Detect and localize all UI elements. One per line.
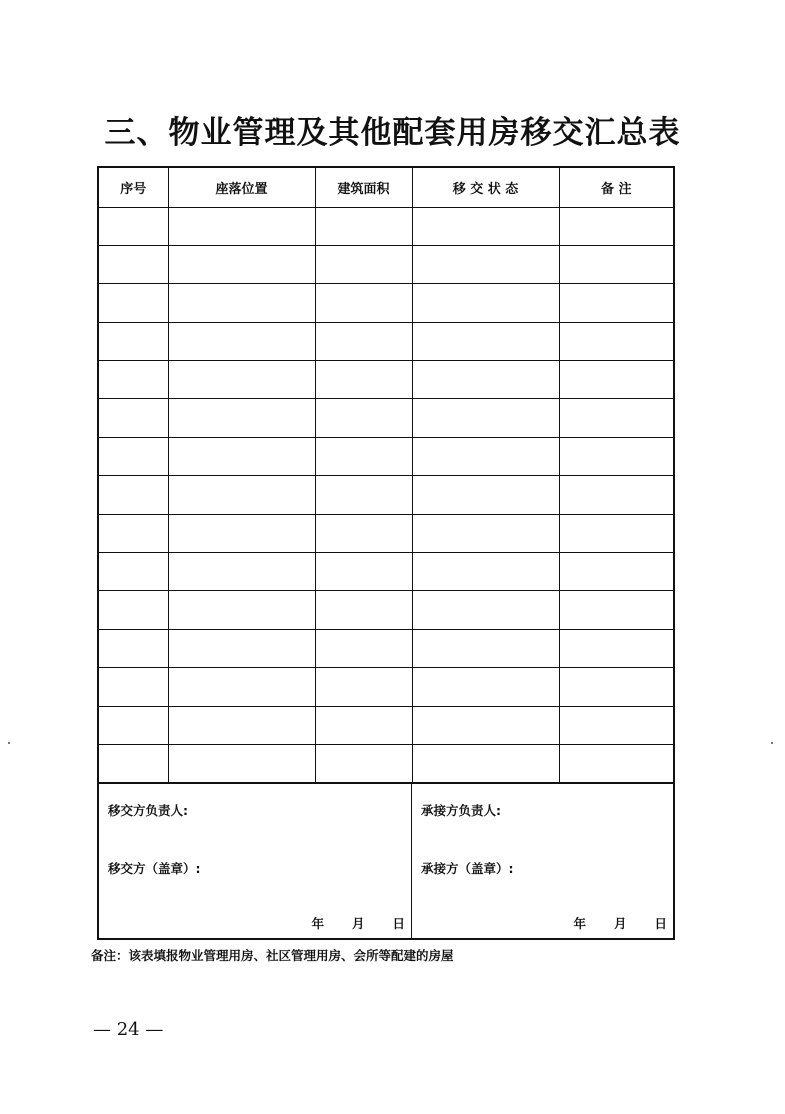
table-header-row (99, 168, 673, 207)
table-cell[interactable] (168, 399, 315, 437)
table-cell[interactable] (99, 744, 168, 782)
table-cell[interactable] (168, 284, 315, 322)
table-row (99, 514, 673, 552)
page-title: 三、物业管理及其他配套用房移交汇总表 (104, 115, 681, 151)
table-cell[interactable] (559, 553, 673, 591)
handover-form (97, 166, 675, 940)
table-cell[interactable] (315, 591, 412, 629)
table-row (99, 437, 673, 475)
table-cell[interactable] (412, 207, 559, 245)
table-cell[interactable] (99, 706, 168, 744)
receiver-responsible-label: 承接方负责人: (421, 803, 501, 819)
table-cell[interactable] (412, 245, 559, 283)
table-cell[interactable] (168, 322, 315, 360)
table-row (99, 706, 673, 744)
transferor-signature-box (99, 784, 412, 938)
table-row (99, 361, 673, 399)
table-cell[interactable] (99, 437, 168, 475)
table-cell[interactable] (412, 591, 559, 629)
table-cell[interactable] (559, 245, 673, 283)
table-cell[interactable] (315, 744, 412, 782)
table-cell[interactable] (412, 744, 559, 782)
table-cell[interactable] (99, 245, 168, 283)
table-cell[interactable] (99, 629, 168, 667)
table-cell[interactable] (99, 514, 168, 552)
table-cell[interactable] (412, 437, 559, 475)
page-number: — 24 — (93, 1019, 164, 1040)
table-cell[interactable] (315, 284, 412, 322)
table-row (99, 399, 673, 437)
table-cell[interactable] (168, 706, 315, 744)
table-cell[interactable] (559, 476, 673, 514)
transferor-date (311, 914, 405, 932)
table-cell[interactable] (412, 668, 559, 706)
table-cell[interactable] (315, 553, 412, 591)
year-label: 年 (311, 916, 324, 932)
receiver-seal-label: 承接方（盖章）: (421, 861, 514, 877)
table-row (99, 553, 673, 591)
table-cell[interactable] (168, 553, 315, 591)
header-handover-status: 移 交 状 态 (412, 168, 559, 207)
table-cell[interactable] (315, 245, 412, 283)
table-cell[interactable] (559, 207, 673, 245)
month-label: 月 (613, 916, 627, 932)
table-cell[interactable] (315, 476, 412, 514)
table-cell[interactable] (99, 591, 168, 629)
table-cell[interactable] (99, 399, 168, 437)
table-row (99, 668, 673, 706)
table-cell[interactable] (412, 706, 559, 744)
table-cell[interactable] (99, 284, 168, 322)
table-row (99, 629, 673, 667)
table-row (99, 744, 673, 782)
table-cell[interactable] (168, 668, 315, 706)
table-cell[interactable] (559, 706, 673, 744)
table-cell[interactable] (315, 514, 412, 552)
table-cell[interactable] (99, 207, 168, 245)
table-cell[interactable] (315, 437, 412, 475)
table-cell[interactable] (559, 629, 673, 667)
table-cell[interactable] (412, 514, 559, 552)
table-cell[interactable] (559, 744, 673, 782)
table-row (99, 207, 673, 245)
receiver-date (573, 914, 667, 932)
table-cell[interactable] (99, 322, 168, 360)
month-label: 月 (351, 916, 365, 932)
table-cell[interactable] (559, 361, 673, 399)
table-cell[interactable] (168, 629, 315, 667)
handover-table (99, 168, 673, 783)
table-cell[interactable] (559, 322, 673, 360)
scan-speck (8, 742, 10, 744)
table-cell[interactable] (315, 322, 412, 360)
table-cell[interactable] (559, 668, 673, 706)
table-cell[interactable] (559, 284, 673, 322)
table-cell[interactable] (315, 706, 412, 744)
table-cell[interactable] (315, 399, 412, 437)
header-serial-number: 序号 (99, 168, 168, 207)
transferor-seal-label: 移交方（盖章）: (108, 861, 201, 877)
table-cell[interactable] (559, 399, 673, 437)
header-remarks: 备 注 (559, 168, 673, 207)
table-row (99, 245, 673, 283)
receiver-signature-box (412, 784, 673, 938)
day-label: 日 (392, 916, 405, 932)
table-cell[interactable] (412, 284, 559, 322)
table-cell[interactable] (99, 553, 168, 591)
table-cell[interactable] (168, 207, 315, 245)
header-building-area: 建筑面积 (315, 168, 412, 207)
table-cell[interactable] (99, 668, 168, 706)
day-label: 日 (654, 916, 667, 932)
table-row (99, 322, 673, 360)
table-cell[interactable] (315, 361, 412, 399)
header-location: 座落位置 (168, 168, 315, 207)
table-cell[interactable] (168, 437, 315, 475)
table-body (99, 207, 673, 783)
table-cell[interactable] (559, 591, 673, 629)
table-cell[interactable] (412, 399, 559, 437)
transferor-responsible-label: 移交方负责人: (108, 803, 188, 819)
signature-section (99, 783, 673, 938)
table-cell[interactable] (412, 361, 559, 399)
table-cell[interactable] (412, 553, 559, 591)
table-cell[interactable] (412, 476, 559, 514)
table-cell[interactable] (559, 437, 673, 475)
table-cell[interactable] (99, 361, 168, 399)
table-cell[interactable] (168, 591, 315, 629)
table-cell[interactable] (168, 476, 315, 514)
table-cell[interactable] (168, 361, 315, 399)
table-row (99, 476, 673, 514)
year-label: 年 (573, 916, 586, 932)
scan-speck (771, 742, 773, 744)
table-cell[interactable] (168, 245, 315, 283)
table-row (99, 284, 673, 322)
table-cell[interactable] (412, 629, 559, 667)
table-cell[interactable] (412, 322, 559, 360)
footnote: 备注：该表填报物业管理用房、社区管理用房、会所等配建的房屋 (91, 948, 454, 963)
table-cell[interactable] (99, 476, 168, 514)
table-cell[interactable] (168, 514, 315, 552)
table-row (99, 591, 673, 629)
table-cell[interactable] (168, 744, 315, 782)
table-cell[interactable] (559, 514, 673, 552)
table-cell[interactable] (315, 668, 412, 706)
table-cell[interactable] (315, 629, 412, 667)
table-cell[interactable] (315, 207, 412, 245)
